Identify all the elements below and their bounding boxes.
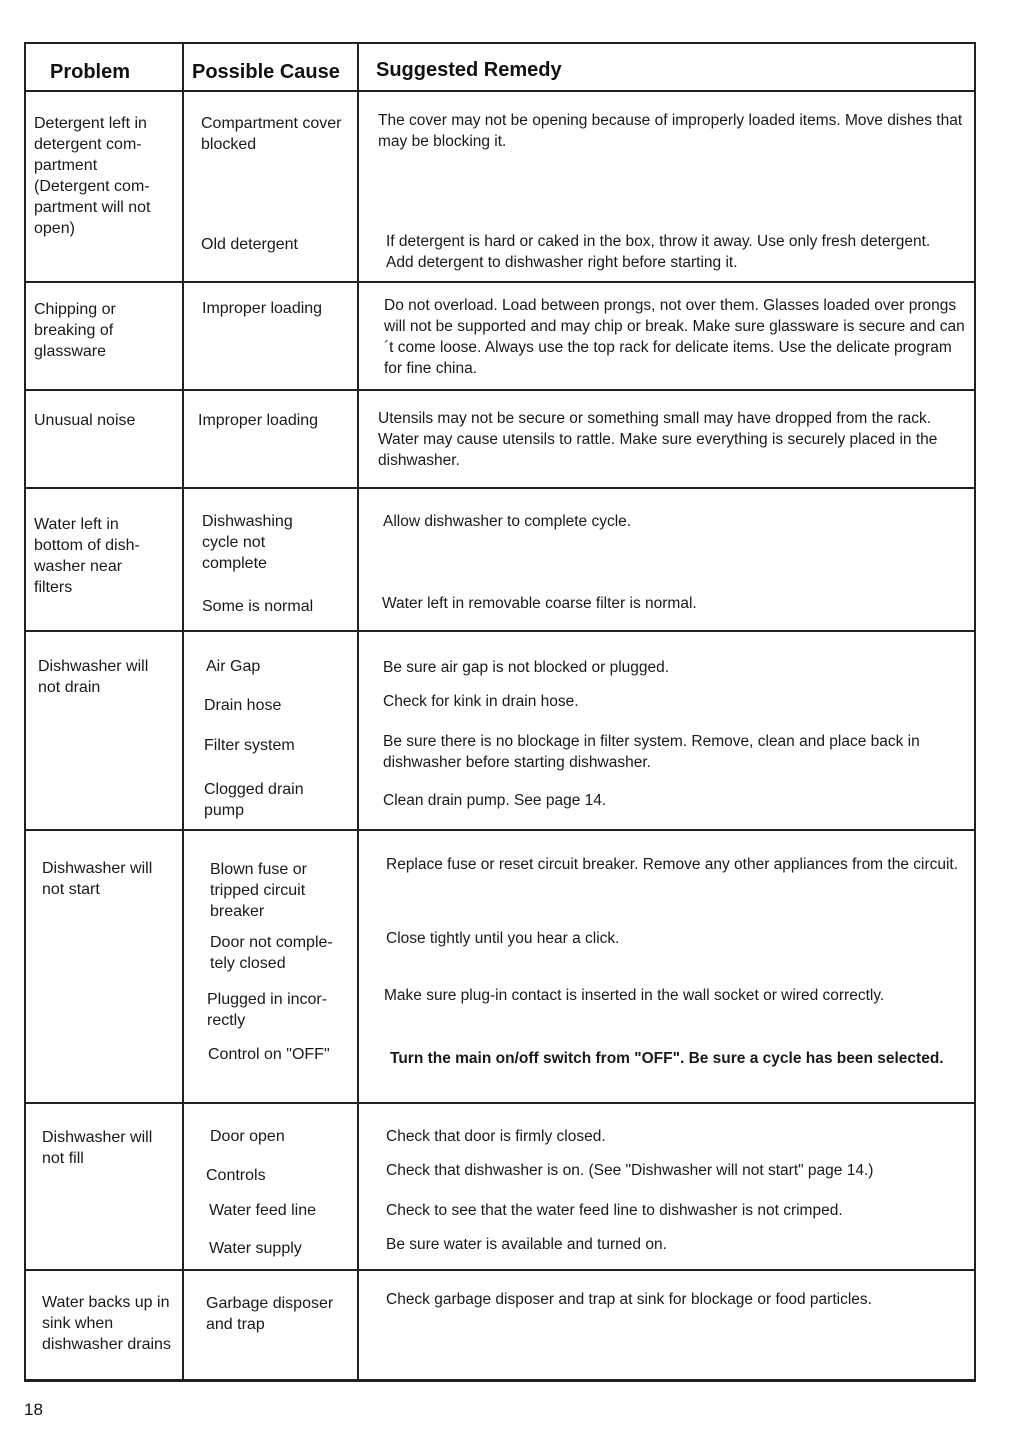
remedy-cell: Check that dishwasher is on. (See "Dishwasher will not start" page 14.)	[386, 1162, 874, 1179]
cause-cell: Plugged in incor- rectly	[207, 991, 328, 1029]
cause-cell: Door not comple- tely closed	[210, 934, 333, 972]
remedy-cell: Make sure plug-in contact is inserted in the wall socket or wired correctly.	[384, 987, 885, 1004]
page-number: 18	[24, 1400, 43, 1419]
cause-cell: Filter system	[204, 737, 295, 754]
header-divider	[26, 90, 974, 92]
problem-cell: Dishwasher will not start	[42, 860, 153, 898]
remedy-cell: Close tightly until you hear a click.	[386, 930, 620, 947]
cause-cell: Controls	[206, 1167, 266, 1184]
problem-cell: Water backs up in sink when dishwasher drains	[42, 1294, 171, 1353]
problem-cell: Dishwasher will not drain	[38, 658, 149, 696]
remedy-cell: Be sure air gap is not blocked or plugged.	[383, 659, 670, 676]
problem-cell: Chipping or breaking of glassware	[34, 301, 116, 360]
row-divider	[26, 389, 974, 391]
cause-cell: Water supply	[209, 1240, 302, 1257]
remedy-cell: Check garbage disposer and trap at sink for blockage or food particles.	[386, 1291, 872, 1308]
problem-cell: Water left in bottom of dish- washer near filters	[34, 516, 140, 596]
remedy-cell: Be sure water is available and turned on.	[386, 1236, 667, 1253]
column-divider-remedy	[357, 44, 359, 1379]
cause-cell: Blown fuse or tripped circuit breaker	[210, 861, 307, 920]
cause-cell: Air Gap	[206, 658, 261, 675]
row-divider	[26, 1269, 974, 1271]
cause-cell: Dishwashing cycle not complete	[202, 513, 293, 572]
cause-cell: Compartment cover blocked	[201, 115, 342, 153]
problem-cell: Detergent left in detergent com- partment (Detergent com- partment will not open)	[34, 115, 151, 237]
remedy-cell: Check to see that the water feed line to dishwasher is not crimped.	[386, 1202, 843, 1219]
row-divider	[26, 281, 974, 283]
remedy-cell: Check that door is firmly closed.	[386, 1128, 606, 1145]
cause-cell: Drain hose	[204, 697, 282, 714]
remedy-cell: Clean drain pump. See page 14.	[383, 792, 607, 809]
remedy-cell: Utensils may not be secure or something small may have dropped from the rack. Water may cause utensils to rattle. Make sure everything is securely placed in the dishwasher.	[378, 410, 938, 469]
remedy-cell: If detergent is hard or caked in the box, throw it away. Use only fresh detergent. Add detergent to dishwasher right before starting it.	[386, 233, 931, 271]
header-problem: Problem	[50, 61, 131, 83]
header-suggested-remedy: Suggested Remedy	[376, 59, 562, 81]
remedy-cell: Replace fuse or reset circuit breaker. Remove any other appliances from the circuit.	[386, 856, 959, 873]
cause-cell: Improper loading	[202, 300, 323, 317]
remedy-cell: Check for kink in drain hose.	[383, 693, 579, 710]
remedy-cell: Be sure there is no blockage in filter system. Remove, clean and place back in dishwasher before starting dishwasher.	[383, 733, 920, 771]
cause-cell: Door open	[210, 1128, 285, 1145]
cause-cell: Old detergent	[201, 236, 298, 253]
header-possible-cause: Possible Cause	[192, 61, 340, 83]
remedy-cell: The cover may not be opening because of improperly loaded items. Move dishes that may be blocking it.	[378, 112, 963, 150]
remedy-cell: Water left in removable coarse filter is normal.	[382, 595, 697, 612]
remedy-cell: Turn the main on/off switch from "OFF". Be sure a cycle has been selected.	[390, 1050, 944, 1067]
cause-cell: Garbage disposer and trap	[206, 1295, 334, 1333]
problem-cell: Dishwasher will not fill	[42, 1129, 153, 1167]
remedy-cell: Do not overload. Load between prongs, not over them. Glasses loaded over prongs will not be supported and may chip or break. Make sure glassware is secure and can´t come loose. Always use the top rack for delicate items. Use the delicate program for fine china.	[384, 297, 965, 377]
row-divider	[26, 487, 974, 489]
cause-cell: Some is normal	[202, 598, 314, 615]
troubleshooting-table	[24, 42, 976, 1382]
column-divider-cause	[182, 44, 184, 1379]
cause-cell: Clogged drain pump	[204, 781, 304, 819]
cause-cell: Improper loading	[198, 412, 319, 429]
remedy-cell: Allow dishwasher to complete cycle.	[383, 513, 632, 530]
row-divider	[26, 829, 974, 831]
row-divider	[26, 1102, 974, 1104]
cause-cell: Water feed line	[209, 1202, 317, 1219]
row-divider	[26, 630, 974, 632]
problem-cell: Unusual noise	[34, 412, 136, 429]
cause-cell: Control on "OFF"	[208, 1046, 330, 1063]
